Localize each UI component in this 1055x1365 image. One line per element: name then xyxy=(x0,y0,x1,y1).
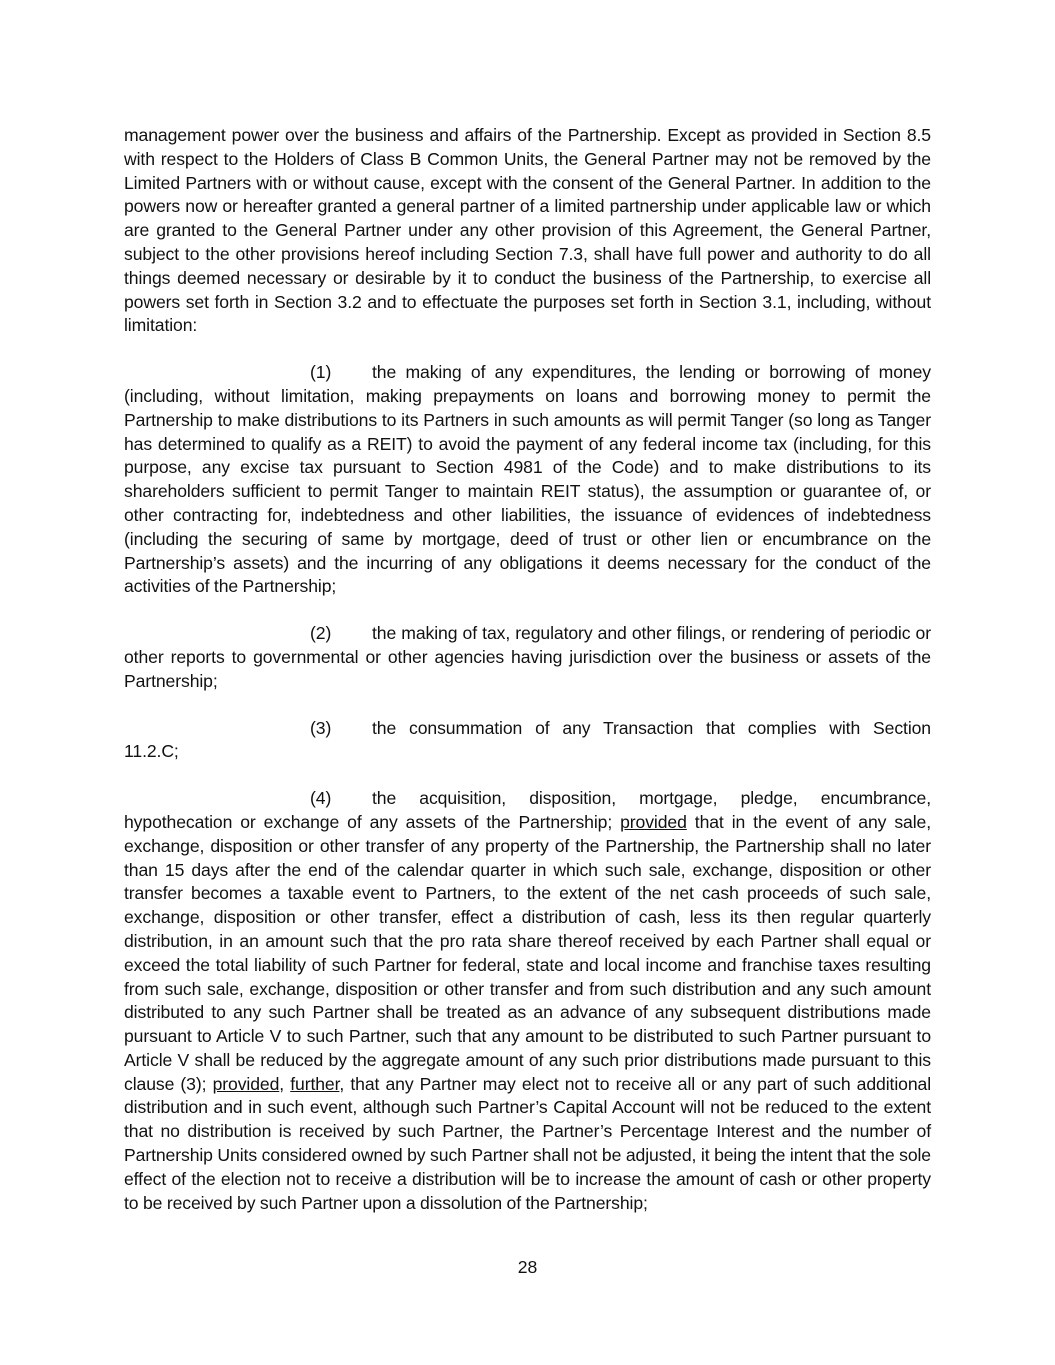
item-text-d: , that any Partner may elect not to receive all or any part of such additional distribution and in such event, although such Partner’s Capital Account will not be reduced to the extent that no distribution is received by such Partner, the Partner’s Percentage Interest and the number of Partnership Units considered owned by such Partner shall not be adjusted, it being the intent that the sole effect of the election not to receive a distribution will be to increase the amount of cash or other property to be received by such Partner upon a dissolution of the Partnership; xyxy=(124,1073,932,1213)
paragraph-gap xyxy=(124,599,931,622)
underlined-term: provided xyxy=(620,811,687,832)
intro-paragraph: management power over the business and affairs of the Partnership. Except as provided in Section 8.5 with respect to the Holders of Class B Common Units, the General Partner may not be removed by the Limited Partners with or without cause, except with the consent of the General Partner. In addition to the powers now or hereafter granted a general partner of a limited partnership under applicable law or which are granted to the General Partner under any other provision of this Agreement, the General Partner, subject to the other provisions hereof including Section 7.3, shall have full power and authority to do all things deemed necessary or desirable by it to conduct the business of the Partnership, to exercise all powers set forth in Section 3.2 and to effectuate the purposes set forth in Section 3.1, including, without limitation: xyxy=(124,125,931,336)
underlined-term: provided xyxy=(212,1073,280,1094)
item-line-1 xyxy=(124,717,931,741)
list-item-3 xyxy=(124,717,931,765)
paragraph-gap xyxy=(124,694,931,717)
underlined-term: further xyxy=(290,1073,340,1094)
list-item-4 xyxy=(124,787,931,1215)
document-body xyxy=(124,124,931,1215)
list-item-1 xyxy=(124,361,931,599)
paragraph-gap xyxy=(124,764,931,787)
item-text: the making of any expenditures, the lending or borrowing of money (including, without limitation, making prepayments on loans and borrowing money to permit the Partnership to make distributions to its Partners in such amounts as will permit Tanger (so long as Tanger has determined to qualify as a REIT) to avoid the payment of any federal income tax (including, for this purpose, any excise tax pursuant to Section 4981 of the Code) and to make distributions to its shareholders sufficient to permit Tanger to maintain REIT status), the assumption or guarantee of, or other contracting for, indebtedness and other liabilities, the issuance of evidences of indebtedness (including the securing of same by mortgage, deed of trust or other lien or encumbrance on the Partnership’s assets) and the incurring of any obligations it deems necessary for the conduct of the activities of the Partnership; xyxy=(124,362,931,597)
item-text: the making of tax, regulatory and other filings, or rendering of periodic or other reports to governmental or other agencies having jurisdiction over the business or assets of the Partnership; xyxy=(124,623,931,691)
item-text-b: that in the event of any sale, exchange, disposition or other transfer of any property of the Partnership, the Partnership shall no later than 15 days after the end of the calendar quarter in which such sale, exchange, disposition or other transfer becomes a taxable event to Partners, to the extent of the net cash proceeds of such sale, exchange, disposition or other transfer, effect a distribution of cash, less its then regular quarterly distribution, in an amount such that the pro rata share thereof received by each Partner shall equal or exceed the total liability of such Partner for federal, state and local income and franchise taxes resulting from such sale, exchange, disposition or other transfer and from such distribution and any such amount distributed to any such Partner shall be treated as an advance of any subsequent distributions made pursuant to Article V to such Partner, such that any amount to be distributed to such Partner pursuant to Article V shall be reduced by the aggregate amount of any such prior distributions made pursuant to this clause (3); xyxy=(124,811,931,1094)
item-number: (1) xyxy=(310,362,332,383)
item-line-2: 11.2.C; xyxy=(124,741,179,762)
list-item-2 xyxy=(124,622,931,693)
item-text-a: the acquisition, disposition, mortgage, pledge, encumbrance, hypothecation or exchange of any assets of the Partnership; xyxy=(124,788,931,832)
item-number: (3) xyxy=(310,717,332,738)
item-number: (2) xyxy=(310,623,332,644)
item-text-c: , xyxy=(279,1073,291,1094)
item-text: the consummation of any Transaction that complies with Section xyxy=(372,717,931,738)
paragraph-gap xyxy=(124,338,931,361)
page-number: 28 xyxy=(517,1257,538,1277)
item-number: (4) xyxy=(310,788,332,809)
